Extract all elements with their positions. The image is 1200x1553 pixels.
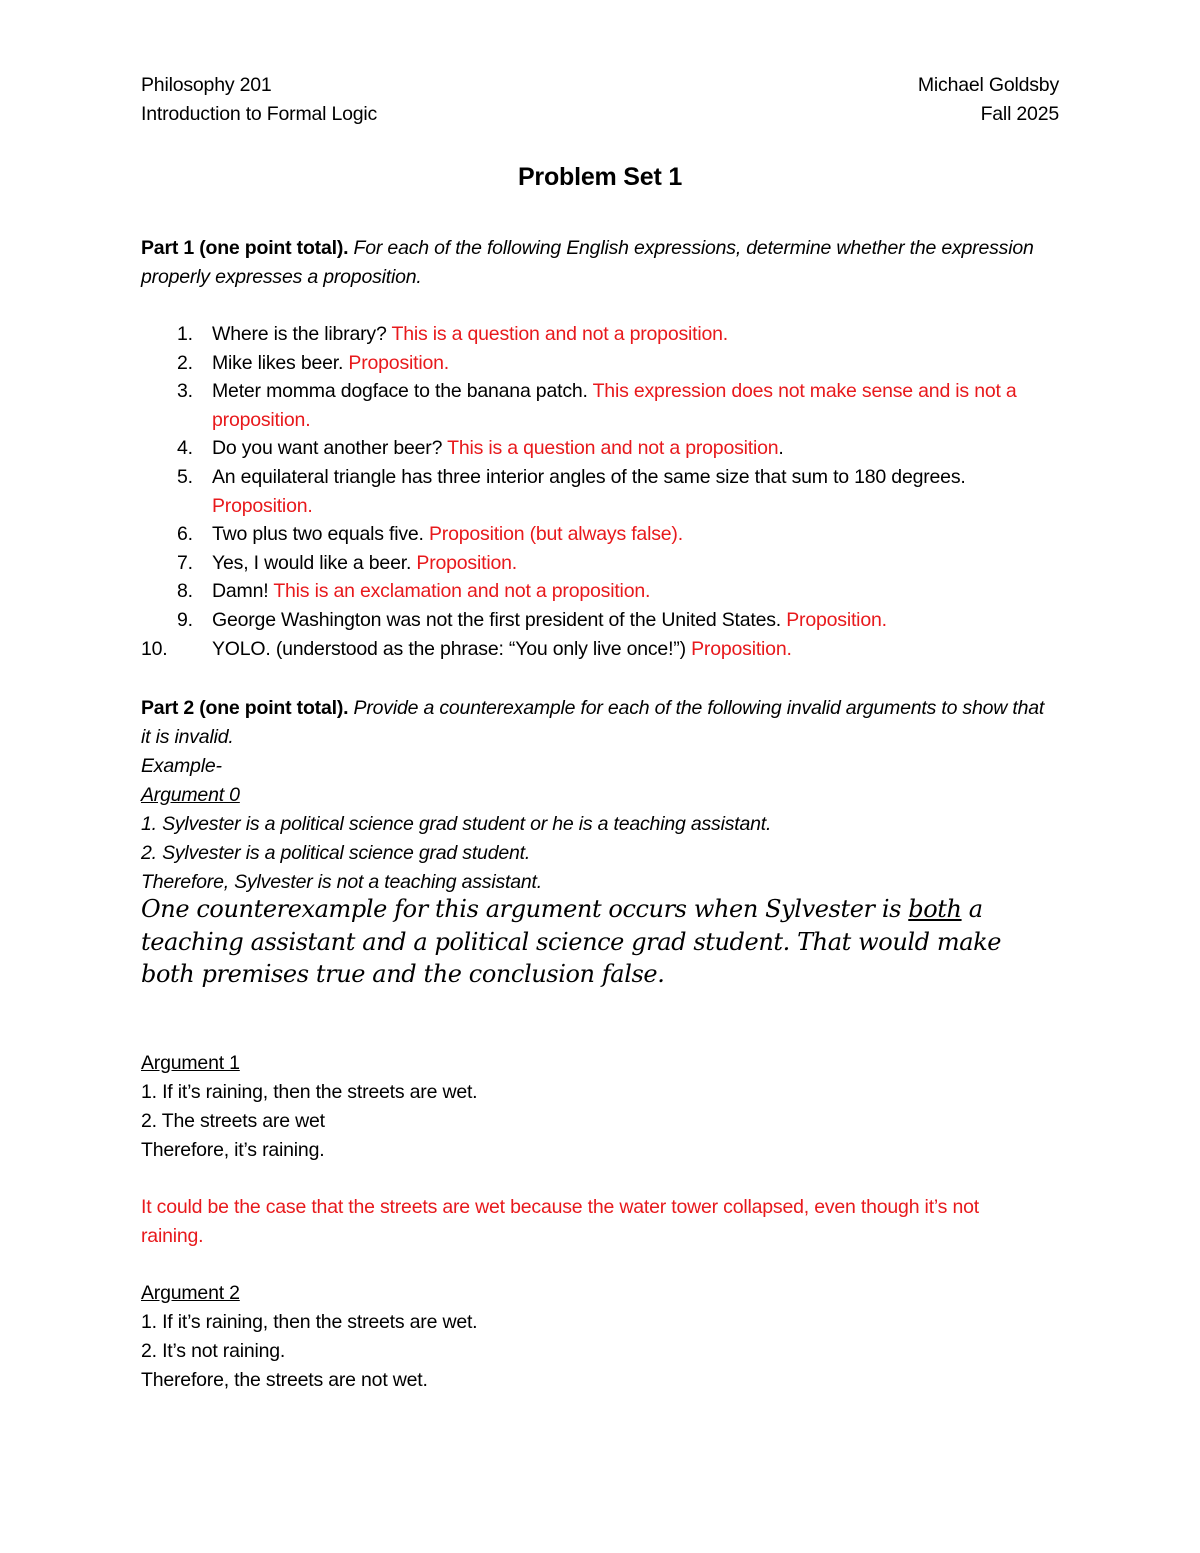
part1-list-wrapper — [141, 320, 1061, 663]
item-answer: Proposition. — [786, 608, 887, 631]
argument1-block — [141, 1049, 1061, 1165]
item-tail: . — [778, 437, 784, 460]
part1-list — [141, 320, 1061, 663]
example-block — [141, 752, 1061, 897]
argument0-title: Argument 0 — [141, 784, 240, 806]
item-text: YOLO. (understood as the phrase: “You only live once!”) — [212, 637, 692, 660]
answer-emphasis: both — [908, 895, 962, 923]
argument1-title: Argument 1 — [141, 1052, 240, 1074]
part2-intro — [141, 694, 1051, 752]
argument0-premise2: 2. Sylvester is a political science grad student. — [141, 842, 531, 864]
term: Fall 2025 — [980, 103, 1059, 125]
item-text: Meter momma dogface to the banana patch. — [212, 380, 593, 403]
list-item — [141, 549, 1061, 578]
example-label: Example- — [141, 755, 222, 777]
course-title: Introduction to Formal Logic — [141, 103, 378, 125]
answer-text: both premises true and the conclusion false. — [141, 960, 665, 988]
list-item — [141, 635, 1061, 664]
item-number: 9. — [177, 608, 193, 631]
course-name: Philosophy 201 — [141, 74, 272, 96]
argument1-premise2: 2. The streets are wet — [141, 1110, 325, 1132]
argument2-premise1: 1. If it’s raining, then the streets are wet. — [141, 1311, 478, 1333]
argument2-block — [141, 1279, 1061, 1395]
item-text: Mike likes beer. — [212, 351, 349, 374]
list-item — [141, 434, 1061, 463]
part1-instructions: For each of the following English expressions, determine whether the expression properly expresses a proposition. — [141, 237, 1034, 288]
item-answer: This expression does not make sense and is not a proposition. — [212, 380, 1017, 431]
item-number: 3. — [177, 380, 193, 403]
argument2-conclusion: Therefore, the streets are not wet. — [141, 1369, 428, 1391]
item-answer: This is an exclamation and not a proposition. — [273, 580, 651, 603]
argument1-premise1: 1. If it’s raining, then the streets are wet. — [141, 1081, 478, 1103]
item-text: An equilateral triangle has three interior angles of the same size that sum to 180 degrees. — [212, 465, 966, 488]
item-text: Yes, I would like a beer. — [212, 551, 417, 574]
argument1-conclusion: Therefore, it’s raining. — [141, 1139, 325, 1161]
item-text: Damn! — [212, 580, 274, 603]
argument1-answer: It could be the case that the streets are wet because the water tower collapsed, even though it’s not raining. — [141, 1196, 979, 1247]
answer-text: teaching assistant and a political science grad student. That would make — [141, 927, 1002, 956]
argument2-title: Argument 2 — [141, 1282, 240, 1304]
item-answer: Proposition. — [416, 551, 517, 574]
argument0-premise1: 1. Sylvester is a political science grad student or he is a teaching assistant. — [141, 813, 772, 835]
item-number: 7. — [177, 551, 193, 574]
item-number: 2. — [177, 351, 193, 374]
item-answer: Proposition (but always false). — [429, 523, 683, 546]
instructor-name: Michael Goldsby — [917, 74, 1059, 96]
item-text: Where is the library? — [212, 323, 392, 345]
item-answer: Proposition. — [212, 494, 313, 517]
item-answer: This is a question and not a proposition — [447, 437, 779, 460]
list-item — [141, 320, 1061, 349]
item-answer: This is a question and not a proposition. — [391, 323, 729, 345]
item-number: 4. — [177, 437, 193, 460]
list-item — [141, 349, 1061, 378]
item-number: 10. — [141, 637, 168, 660]
item-number: 5. — [177, 465, 193, 488]
item-number: 8. — [177, 580, 193, 603]
list-item — [141, 377, 1061, 434]
part1-label: Part 1 (one point total). — [141, 237, 349, 259]
argument0-answer — [141, 893, 1071, 991]
answer-text: One counterexample for this argument occurs when Sylvester is — [141, 895, 909, 923]
item-number: 1. — [177, 323, 193, 345]
part2-label: Part 2 (one point total). — [141, 697, 349, 719]
item-answer: Proposition. — [348, 351, 449, 374]
list-item — [141, 577, 1061, 606]
item-text: George Washington was not the first president of the United States. — [212, 608, 787, 631]
answer-text: a — [961, 895, 983, 923]
item-text: Do you want another beer? — [212, 437, 448, 460]
part2-instructions: Provide a counterexample for each of the following invalid arguments to show that it is invalid. — [141, 697, 1045, 748]
part1-intro — [141, 234, 1061, 292]
argument0-conclusion: Therefore, Sylvester is not a teaching assistant. — [141, 871, 542, 893]
item-number: 6. — [177, 523, 193, 546]
page-title: Problem Set 1 — [517, 163, 683, 191]
list-item — [141, 606, 1061, 635]
argument2-premise2: 2. It’s not raining. — [141, 1340, 286, 1362]
item-text: Two plus two equals five. — [212, 523, 429, 546]
list-item — [141, 463, 1061, 520]
item-answer: Proposition. — [691, 637, 792, 660]
list-item — [141, 520, 1061, 549]
